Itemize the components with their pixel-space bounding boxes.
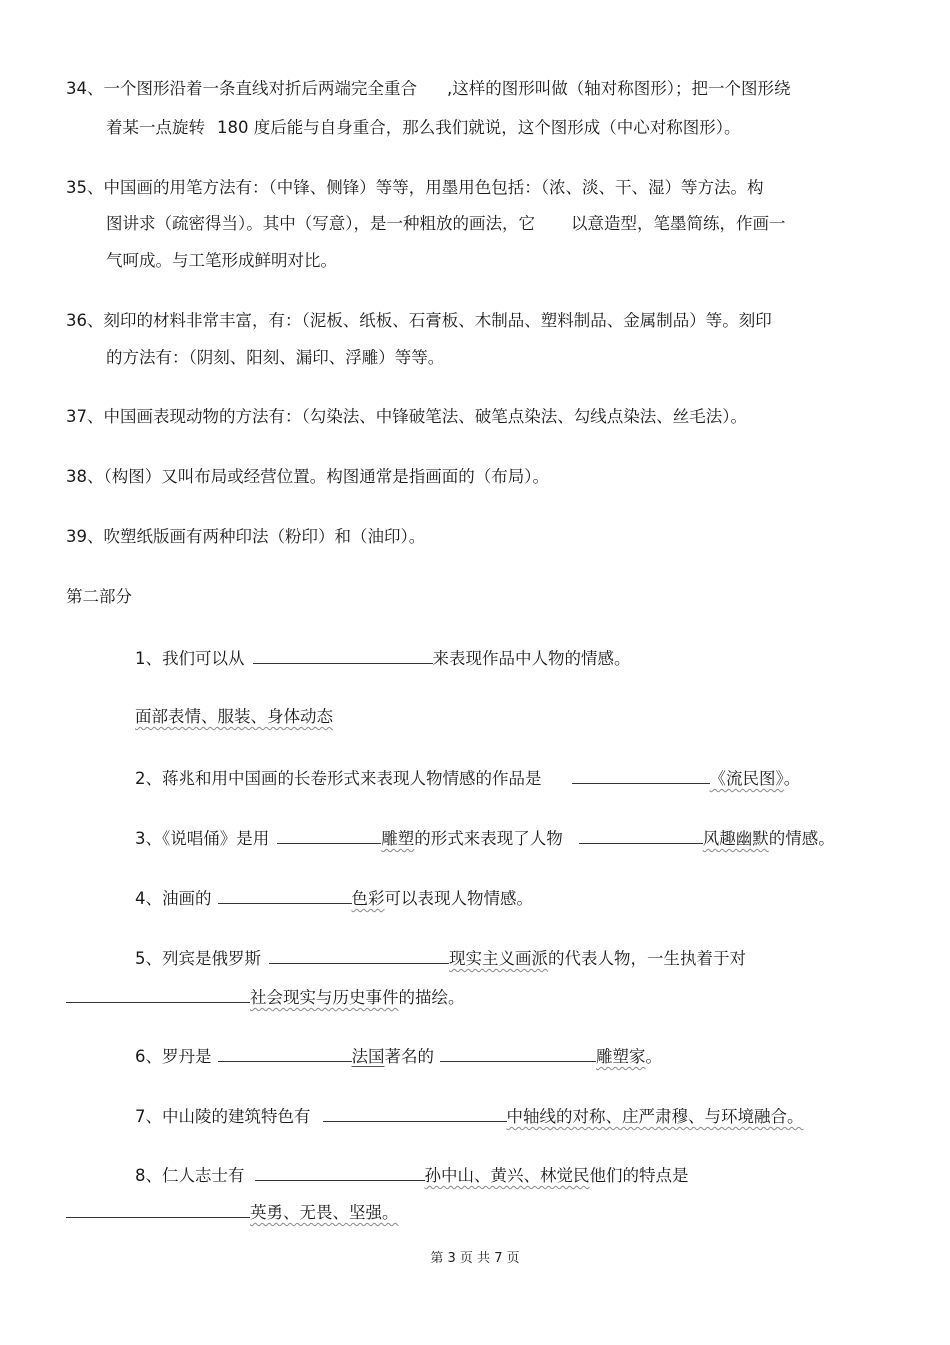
p2-item6-blank2 [440,1044,596,1062]
p2-item4 [135,886,533,910]
p2-item2 [135,766,800,790]
p2-item5-ans1: 现实主义画派 [449,949,548,968]
q35-text-b: 以意造型，笔墨简练，作画一 [571,214,786,233]
p2-item2-end: 。 [783,769,801,788]
p2-item8-ans2: 英勇、无畏、坚强。 [250,1203,399,1222]
q34-text-d: 180 度后能与自身重合，那么我们就说，这个图形成（中心对称图形）。 [217,118,741,137]
p2-item8-line2 [66,1200,399,1224]
p2-item1-answer [135,706,333,728]
q38-line: 38、（构图）又叫布局或经营位置。构图通常是指画面的（布局）。 [66,467,549,486]
q34-line2 [106,117,741,139]
q39-line: 39、吹塑纸版画有两种印法（粉印）和（油印）。 [66,527,426,546]
q34-text-a: 34、一个图形沿着一条直线对折后两端完全重合 [66,79,417,98]
p2-item4-ans: 色彩 [351,889,385,908]
p2-item3 [135,826,835,850]
p2-item2-ans: 《流民图》 [709,769,784,788]
p2-item6 [135,1044,662,1068]
p2-item5-blank1 [269,946,449,964]
p2-item7-blank [323,1104,507,1122]
p2-item1 [135,646,631,670]
p2-item4-blank [218,886,352,904]
p2-item8-mid: 他们的特点是 [589,1166,689,1185]
p2-item6-ans2: 雕塑家 [596,1047,646,1066]
p2-item8-pre: 8、仁人志士有 [135,1166,245,1185]
page-footer: 第 3 页 共 7 页 [430,1251,520,1266]
p2-item2-blank [572,766,710,784]
p2-item5-line1 [135,946,746,970]
p2-item3-blank2 [579,826,703,844]
q34-text-c: 着某一点旋转 [106,118,205,137]
p2-item1-post: 来表现作品中人物的情感。 [432,649,631,668]
p2-item3-pre: 3、《说唱俑》是用 [135,829,270,848]
p2-item6-blank1 [218,1044,352,1062]
p2-item1-ans: 面部表情、服装、身体动态 [135,707,333,726]
q35-line2 [106,213,786,235]
p2-item3-end: 的情感。 [768,829,835,848]
q35-line3: 气呵成。与工笔形成鲜明对比。 [106,251,337,270]
part2-title: 第二部分 [66,587,132,606]
q36-line2: 的方法有：（阴刻、阳刻、漏印、浮雕）等等。 [106,348,445,367]
p2-item5-mid: 的代表人物，一生执着于对 [548,949,746,968]
p2-item5-end: 的描绘。 [398,988,465,1007]
q37-line: 37、中国画表现动物的方法有：（勾染法、中锋破笔法、破笔点染法、勾线点染法、丝毛法）。 [66,407,747,426]
p2-item4-post: 可以表现人物情感。 [384,889,533,908]
p2-item5-line2 [66,985,465,1009]
p2-item6-pre: 6、罗丹是 [135,1047,212,1066]
p2-item7 [135,1104,804,1128]
p2-item3-ans2: 风趣幽默 [702,829,769,848]
p2-item7-pre: 7、中山陵的建筑特色有 [135,1107,311,1126]
p2-item5-pre: 5、列宾是俄罗斯 [135,949,261,968]
p2-item6-ans1: 法国 [351,1047,385,1066]
p2-item5-blank2 [66,985,250,1003]
p2-item6-mid: 著名的 [384,1047,434,1066]
p2-item8-ans1: 孙中山、黄兴、林觉民 [424,1166,590,1185]
q35-line1: 35、中国画的用笔方法有：（中锋、侧锋）等等，用墨用色包括：（浓、淡、干、湿）等方法。构 [66,178,764,197]
p2-item3-ans1: 雕塑 [381,829,415,848]
p2-item8-blank2 [66,1200,250,1218]
p2-item1-blank [253,646,433,664]
p2-item3-mid: 的形式来表现了人物 [414,829,563,848]
p2-item6-end: 。 [645,1047,662,1066]
p2-item2-pre: 2、蒋兆和用中国画的长卷形式来表现人物情感的作品是 [135,769,542,788]
p2-item5-ans2: 社会现实与历史事件 [250,988,399,1007]
p2-item8-line1 [135,1163,689,1187]
p2-item7-ans: 中轴线的对称、庄严肃穆、与环境融合。 [506,1107,804,1126]
p2-item3-blank1 [277,826,381,844]
q35-text-a: 图讲求（疏密得当）。其中（写意），是一种粗放的画法，它 [106,214,535,233]
q36-line1: 36、刻印的材料非常丰富，有：（泥板、纸板、石膏板、木制品、塑料制品、金属制品）等。刻印 [66,311,772,330]
q34-text-b: ,这样的图形叫做（轴对称图形）；把一个图形绕 [447,79,791,98]
q34-line1 [66,78,791,100]
p2-item8-blank1 [255,1163,425,1181]
p2-item4-pre: 4、油画的 [135,889,212,908]
p2-item1-pre: 1、我们可以从 [135,649,245,668]
